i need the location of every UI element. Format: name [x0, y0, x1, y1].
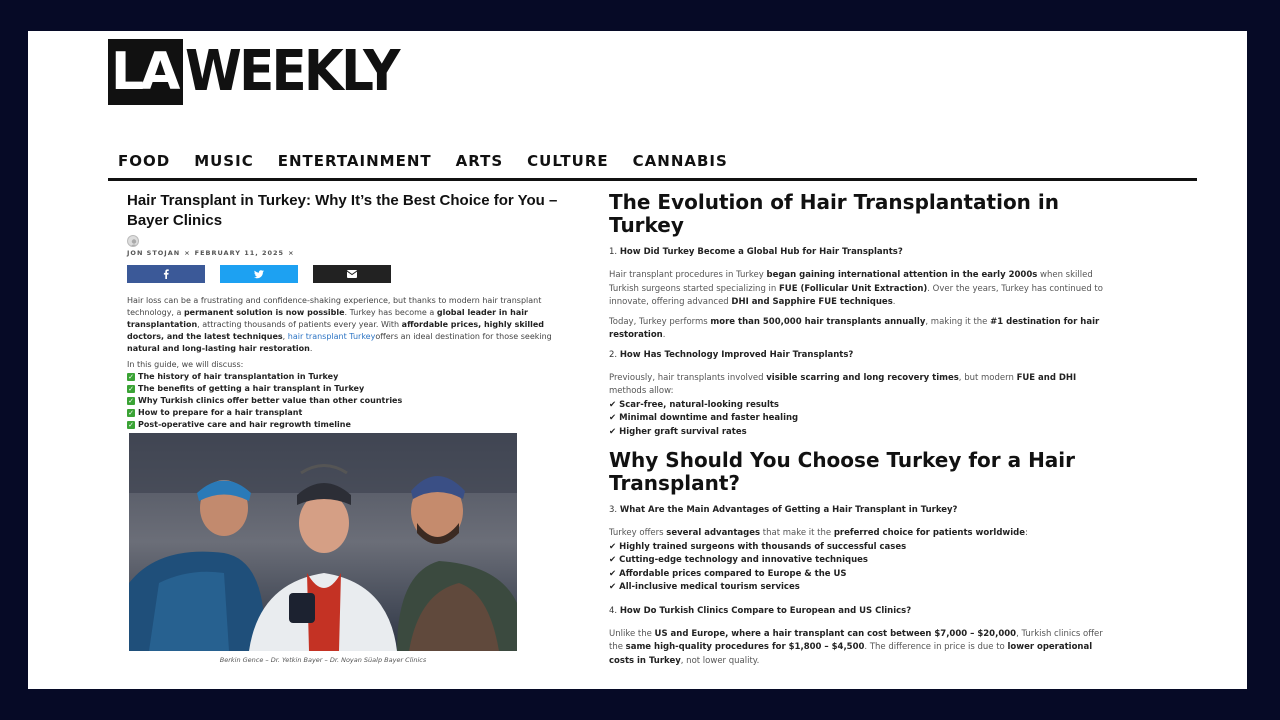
content-column	[609, 191, 1109, 674]
twitter-icon	[254, 270, 264, 279]
share-twitter-button[interactable]	[220, 265, 298, 283]
bold-text: more than 500,000 hair transplants annually	[710, 316, 926, 327]
bold-text: FUE (Follicular Unit Extraction)	[779, 283, 928, 294]
list-item-text: Higher graft survival rates	[619, 426, 747, 437]
list-item-text: Highly trained surgeons with thousands of successful cases	[619, 541, 907, 552]
guide-list	[127, 359, 577, 431]
paragraph	[609, 527, 1109, 541]
checkmark-icon: ✔	[609, 541, 617, 552]
benefits-list	[609, 399, 1109, 440]
intro-bold: permanent solution is now possible	[183, 308, 345, 317]
text: , making it the	[925, 316, 991, 327]
author-row	[127, 235, 577, 257]
question-2	[609, 349, 1109, 361]
main-nav	[108, 143, 1197, 181]
bold-text: DHI and Sapphire FUE techniques	[731, 297, 893, 307]
bold-text: lower operational costs in Turkey	[609, 642, 1093, 666]
question-number: 2.	[609, 349, 620, 360]
paragraph	[609, 372, 1109, 399]
bold-text: began gaining international attention in the early 2000s	[766, 270, 1038, 280]
check-icon: ✓	[128, 421, 134, 429]
text: , not lower quality.	[680, 655, 760, 666]
hair-transplant-turkey-link[interactable]: hair transplant Turkey	[287, 332, 376, 341]
nav-arts[interactable]: ARTS	[455, 151, 504, 170]
bold-text: visible scarring and long recovery times	[766, 372, 959, 383]
question-number: 1.	[609, 247, 620, 257]
share-bar	[127, 265, 577, 283]
article-title: Hair Transplant in Turkey: Why It’s the Best Choice for You – Bayer Clinics	[127, 192, 558, 229]
guide-item-text: The benefits of getting a hair transplant in Turkey	[138, 384, 365, 393]
advantages-list	[609, 541, 1109, 595]
list-item	[609, 541, 1109, 555]
question-1	[609, 246, 1109, 258]
intro-text: Hair loss can be a frustrating and confidence-shaking experience, but thanks to modern hair transplant technology, a	[127, 296, 542, 317]
guide-item-text: The history of hair transplantation in Turkey	[138, 372, 339, 381]
list-item	[609, 412, 1109, 426]
meta-separator-icon: ×	[288, 249, 295, 257]
question-number: 4.	[609, 605, 620, 616]
text: when skilled Turkish surgeons started specializing in	[609, 270, 1093, 294]
bold-text: FUE and DHI	[1016, 372, 1077, 383]
text: that make it the	[760, 528, 834, 538]
guide-item-text: Why Turkish clinics offer better value than other countries	[138, 396, 403, 405]
checkmark-icon: ✔	[609, 555, 617, 565]
list-item	[609, 568, 1109, 582]
doctors-photo[interactable]	[129, 433, 517, 651]
bold-text: several advantages	[666, 528, 761, 538]
check-icon: ✓	[128, 397, 134, 405]
nav-food[interactable]: FOOD	[118, 151, 171, 170]
nav-music[interactable]: MUSIC	[194, 151, 254, 170]
bold-text: preferred choice for patients worldwide	[833, 528, 1026, 538]
text: Unlike the	[609, 628, 655, 639]
avatar[interactable]	[127, 235, 139, 247]
intro-text: offers an ideal destination for those seeking	[375, 332, 552, 341]
check-icon: ✓	[128, 373, 134, 381]
share-facebook-button[interactable]	[127, 265, 205, 283]
intro-text: .	[309, 344, 313, 353]
user-icon	[128, 237, 139, 247]
bold-text: #1 destination for hair restoration	[609, 316, 1100, 340]
list-item	[609, 581, 1109, 595]
publish-date: FEBRUARY 11, 2025	[194, 249, 285, 257]
logo-weekly: WEEKLY	[185, 39, 399, 104]
text: methods allow:	[609, 386, 674, 396]
list-item	[609, 426, 1109, 440]
list-item	[127, 371, 577, 383]
text: Hair transplant procedures in Turkey	[609, 270, 767, 280]
list-item	[127, 419, 577, 431]
share-email-button[interactable]	[313, 265, 391, 283]
bold-text: US and Europe, where a hair transplant can cost between $7,000 – $20,000	[654, 628, 1017, 639]
intro-text: , attracting thousands of patients every year. With	[197, 320, 402, 329]
list-item	[127, 395, 577, 407]
text: , Turkish clinics offer the	[609, 628, 1103, 652]
question-3	[609, 504, 1109, 516]
text: Today, Turkey performs	[609, 316, 711, 327]
article-intro	[127, 295, 577, 355]
check-icon: ✓	[128, 409, 134, 417]
paragraph	[609, 628, 1109, 669]
guide-item-text: How to prepare for a hair transplant	[138, 408, 303, 417]
list-item-text: Scar-free, natural-looking results	[619, 399, 779, 410]
question-text: What Are the Main Advantages of Getting a Hair Transplant in Turkey?	[619, 505, 958, 515]
section-heading-evolution: The Evolution of Hair Transplantation in Turkey	[609, 190, 1059, 237]
la-weekly-logo[interactable]	[108, 41, 417, 103]
list-item-text: Minimal downtime and faster healing	[619, 413, 799, 423]
list-item	[127, 407, 577, 419]
list-item-text: Cutting-edge technology and innovative techniques	[619, 555, 868, 565]
intro-bold: global leader in hair transplantation	[127, 308, 528, 329]
list-item	[609, 554, 1109, 568]
checkmark-icon: ✔	[609, 399, 617, 410]
paragraph	[609, 316, 1109, 343]
nav-culture[interactable]: CULTURE	[527, 151, 609, 170]
author-name[interactable]: JON STOJAN	[127, 249, 181, 257]
logo-la: LA	[108, 39, 183, 105]
intro-bold: affordable prices, highly skilled doctors, and the latest techniques	[127, 320, 545, 341]
nav-cannabis[interactable]: CANNABIS	[632, 151, 728, 170]
checkmark-icon: ✔	[609, 426, 617, 437]
text: , but modern	[958, 372, 1017, 383]
checkmark-icon: ✔	[609, 413, 617, 423]
intro-text: ,	[282, 332, 288, 341]
question-4	[609, 605, 1109, 617]
checkmark-icon: ✔	[609, 582, 617, 592]
question-text: How Did Turkey Become a Global Hub for Hair Transplants?	[619, 247, 903, 257]
doctors-illustration	[129, 433, 517, 651]
question-text: How Do Turkish Clinics Compare to European and US Clinics?	[619, 605, 912, 616]
intro-text: . Turkey has become a	[344, 308, 437, 317]
intro-bold: natural and long-lasting hair restoration	[127, 344, 310, 353]
page	[28, 31, 1247, 689]
question-number: 3.	[609, 505, 620, 515]
text: . Over the years, Turkey has continued to innovate, offering advanced	[609, 283, 1103, 307]
text: .	[662, 330, 666, 340]
bold-text: same high-quality procedures for $1,800 – $4,500	[625, 642, 865, 652]
envelope-icon	[347, 270, 357, 278]
list-item	[127, 383, 577, 395]
section-heading-why-turkey: Why Should You Choose Turkey for a Hair Transplant?	[609, 448, 1076, 495]
text: Turkey offers	[609, 528, 667, 538]
text: :	[1025, 528, 1028, 538]
paragraph	[609, 269, 1109, 310]
text: . The difference in price is due to	[864, 642, 1008, 652]
text: .	[892, 297, 896, 307]
list-item-text: Affordable prices compared to Europe & the US	[619, 568, 847, 579]
list-item-text: All-inclusive medical tourism services	[619, 582, 800, 592]
text: Previously, hair transplants involved	[609, 372, 767, 383]
article-column	[127, 191, 577, 431]
nav-entertainment[interactable]: ENTERTAINMENT	[277, 151, 432, 170]
guide-intro: In this guide, we will discuss:	[127, 360, 244, 369]
meta-separator-icon: ×	[184, 249, 191, 257]
guide-item-text: Post-operative care and hair regrowth timeline	[138, 420, 351, 429]
photo-caption: Berkin Gence – Dr. Yetkin Bayer – Dr. Noyan Süalp Bayer Clinics	[219, 656, 427, 664]
list-item	[609, 399, 1109, 413]
check-icon: ✓	[128, 385, 134, 393]
facebook-icon	[162, 269, 170, 279]
question-text: How Has Technology Improved Hair Transplants?	[619, 349, 854, 360]
checkmark-icon: ✔	[609, 568, 617, 579]
article-meta	[127, 249, 577, 257]
